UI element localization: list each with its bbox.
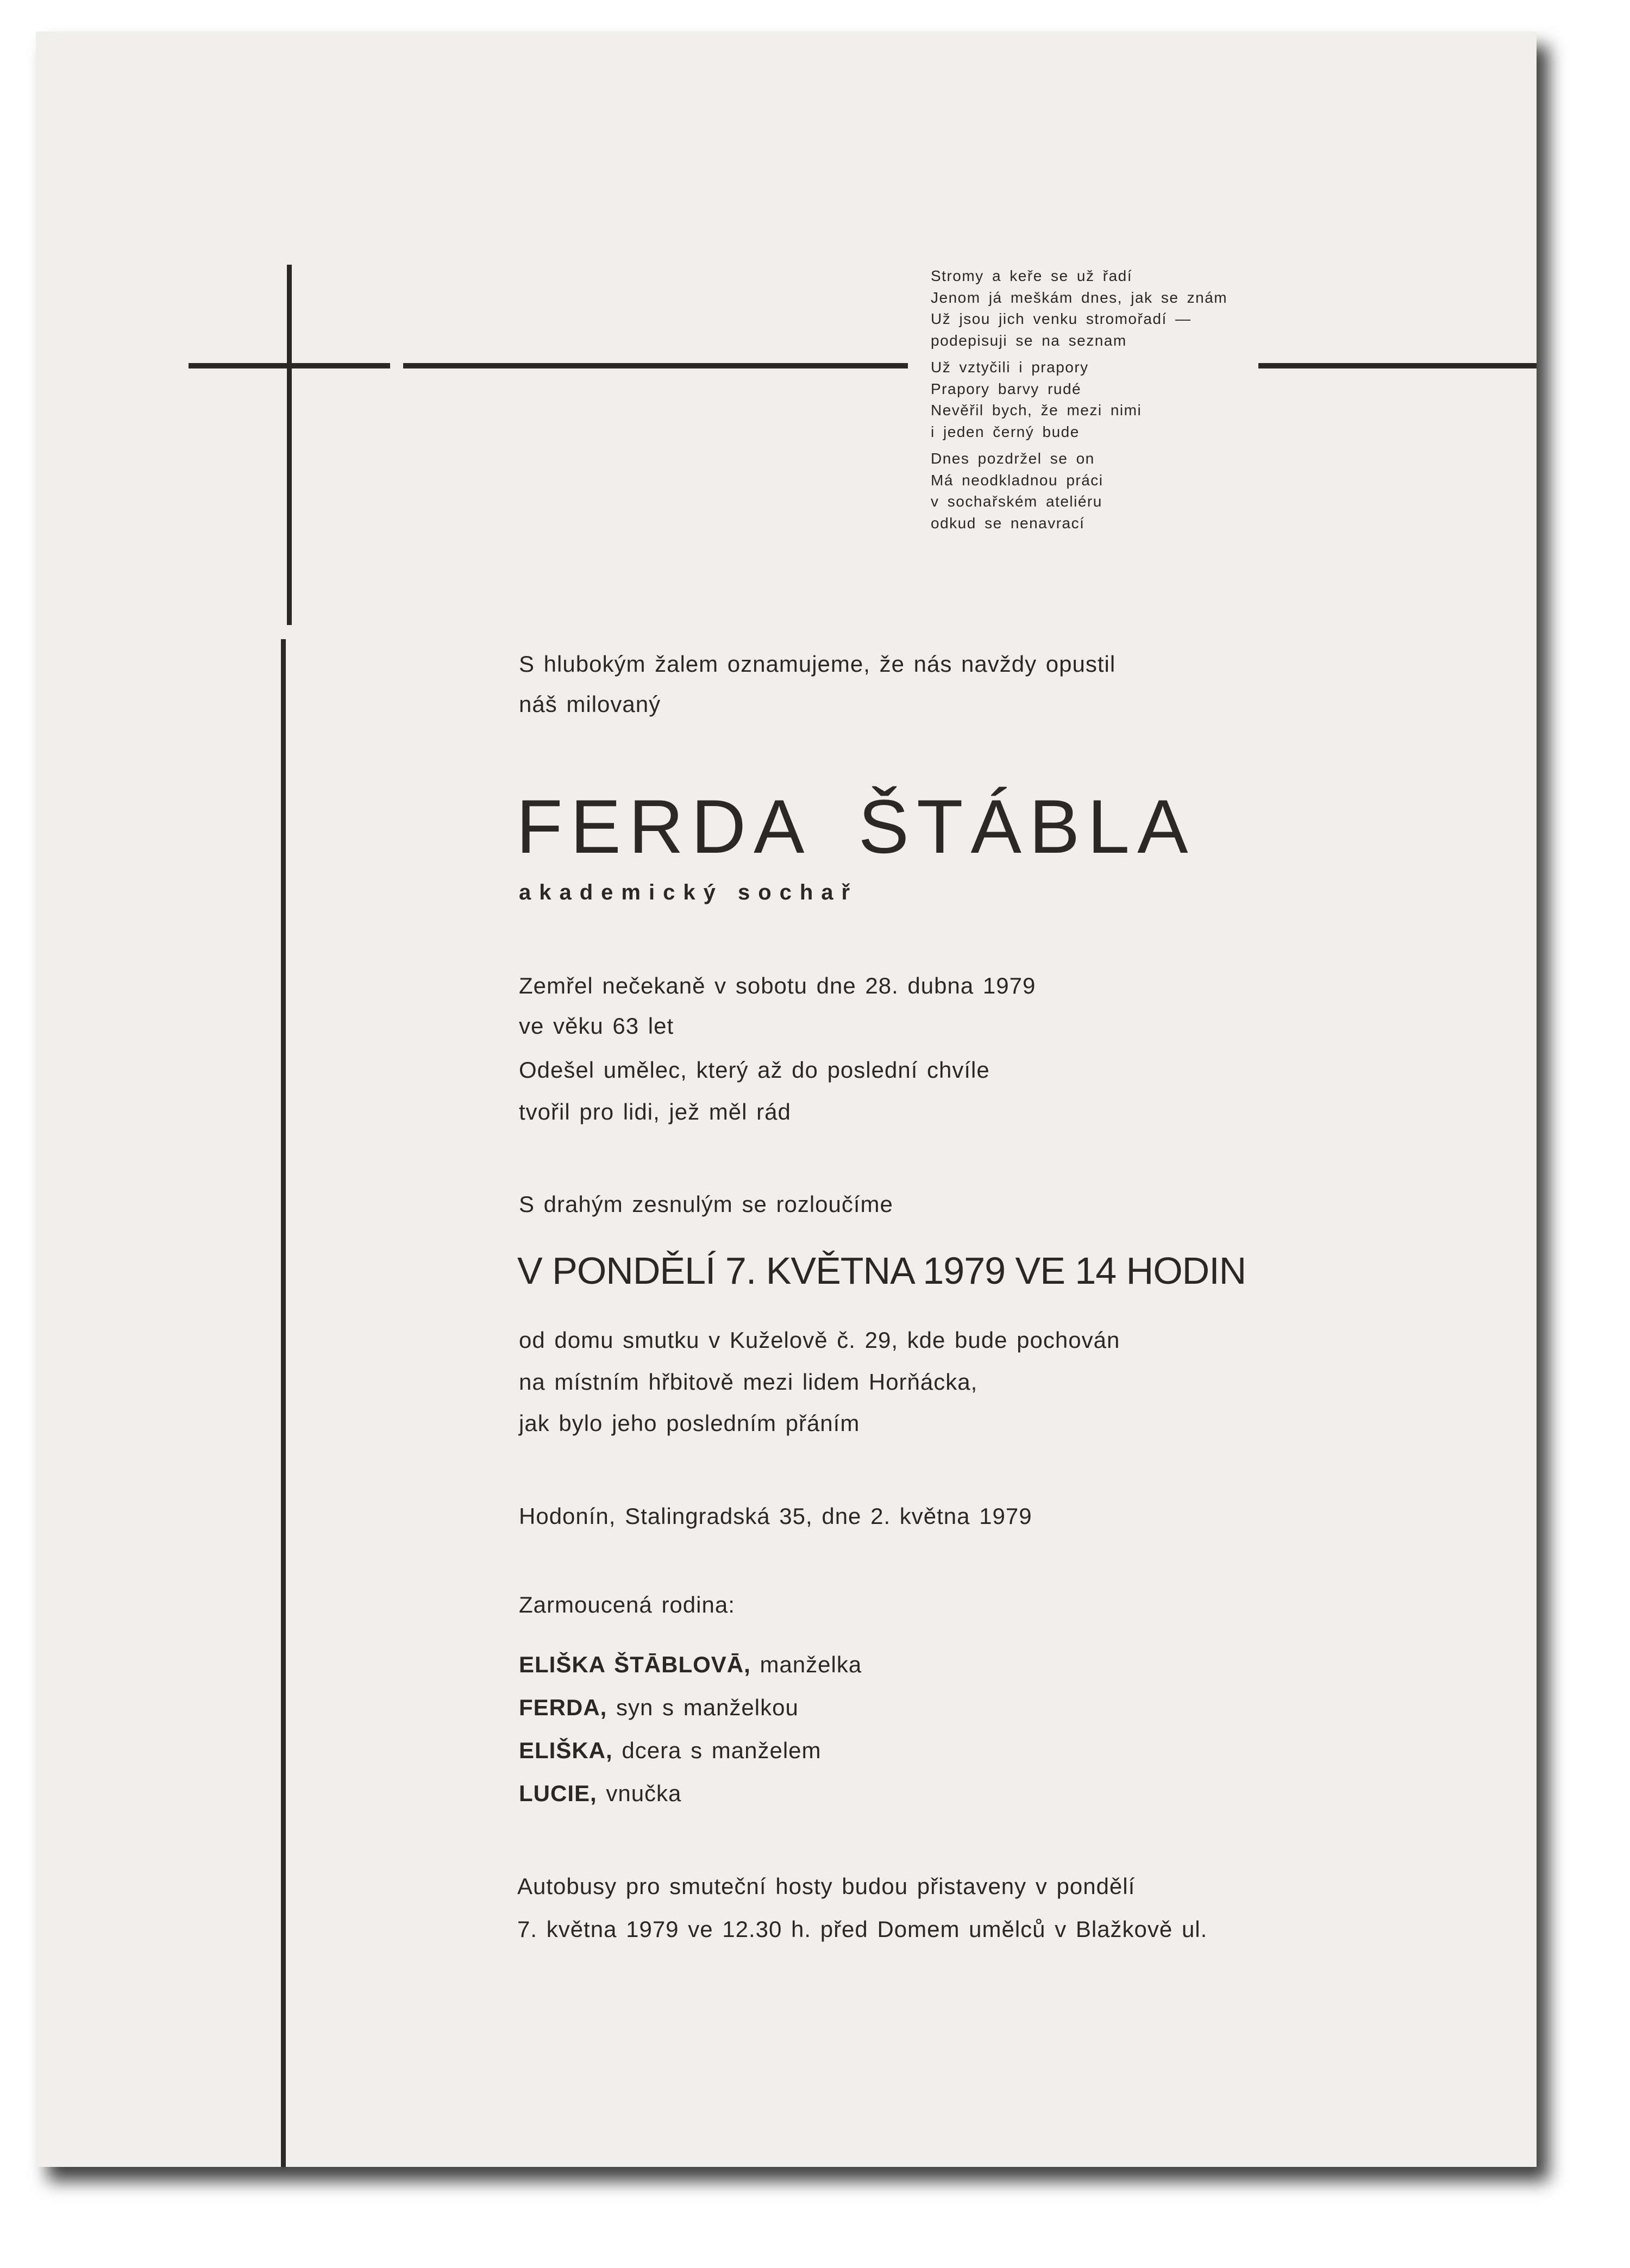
family-member bbox=[519, 1780, 681, 1807]
poem-line: podepisuji se na seznam bbox=[931, 332, 1127, 349]
poem-line: Už vztyčili i prapory bbox=[931, 359, 1089, 376]
poem-stanza bbox=[931, 265, 1227, 351]
bus-info-line: Autobusy pro smuteční hosty budou přistaveny v pondělí bbox=[517, 1873, 1136, 1899]
member-name: FERDA, bbox=[519, 1695, 607, 1720]
poem-line: Dnes pozdržel se on bbox=[931, 450, 1095, 467]
family-member bbox=[519, 1738, 822, 1764]
family-member bbox=[519, 1695, 799, 1721]
poem-line: Má neodkladnou práci bbox=[931, 471, 1104, 489]
poem-line: v sochařském ateliéru bbox=[931, 493, 1102, 510]
poem bbox=[931, 265, 1227, 539]
death-line: ve věku 63 let bbox=[519, 1013, 674, 1039]
death-line: Odešel umělec, který až do poslední chvíle bbox=[519, 1057, 990, 1083]
poem-line: Jenom já meškám dnes, jak se znám bbox=[931, 289, 1228, 306]
farewell-place-line: od domu smutku v Kuželově č. 29, kde bude pochován bbox=[519, 1327, 1120, 1353]
poem-line: Prapory barvy rudé bbox=[931, 380, 1082, 397]
death-line: tvořil pro lidi, jež měl rád bbox=[519, 1099, 791, 1124]
member-name: LUCIE, bbox=[519, 1780, 597, 1806]
poem-line: Už jsou jich venku stromořadí — bbox=[931, 310, 1192, 327]
cross-horizontal-left bbox=[189, 363, 390, 368]
member-relation: vnučka bbox=[597, 1780, 682, 1806]
poem-stanza bbox=[931, 448, 1227, 534]
intro-line: S hlubokým žalem oznamujeme, že nás navždy opustil bbox=[519, 651, 1116, 677]
poem-line: odkud se nenavrací bbox=[931, 514, 1085, 532]
family-member bbox=[519, 1652, 862, 1678]
member-relation: dcera s manželem bbox=[612, 1738, 822, 1763]
horizontal-rule-middle bbox=[403, 363, 908, 368]
poem-line: Nevěřil bych, že mezi nimi bbox=[931, 402, 1142, 418]
horizontal-rule-right bbox=[1258, 363, 1537, 368]
poem-stanza bbox=[931, 357, 1227, 442]
member-name: ELIŠKA ŠTĀBLOVĀ, bbox=[519, 1652, 751, 1677]
intro-line: náš milovaný bbox=[519, 691, 661, 717]
place-date: Hodonín, Stalingradská 35, dne 2. května 1979 bbox=[519, 1503, 1032, 1529]
cross-vertical-upper bbox=[287, 265, 292, 625]
deceased-name: FERDA ŠTÁBLA bbox=[516, 784, 1196, 869]
farewell-place-line: jak bylo jeho posledním přáním bbox=[519, 1410, 860, 1436]
farewell-time: V PONDĚLÍ 7. KVĚTNA 1979 VE 14 HODIN bbox=[517, 1249, 1246, 1292]
poem-line: i jeden černý bude bbox=[931, 423, 1080, 440]
poem-line: Stromy a keře se už řadí bbox=[931, 267, 1133, 284]
farewell-place-line: na místním hřbitově mezi lidem Horňácka, bbox=[519, 1369, 978, 1395]
member-relation: manželka bbox=[750, 1652, 862, 1677]
deceased-title: akademický sochař bbox=[519, 880, 858, 904]
farewell-intro: S drahým zesnulým se rozloučíme bbox=[519, 1191, 893, 1217]
member-relation: syn s manželkou bbox=[607, 1695, 799, 1720]
death-line: Zemřel nečekaně v sobotu dne 28. dubna 1979 bbox=[519, 973, 1036, 998]
cross-vertical-lower bbox=[281, 639, 286, 2167]
member-name: ELIŠKA, bbox=[519, 1738, 613, 1763]
family-heading: Zarmoucená rodina: bbox=[519, 1592, 735, 1617]
bus-info-line: 7. května 1979 ve 12.30 h. před Domem umělců v Blažkově ul. bbox=[517, 1916, 1208, 1942]
